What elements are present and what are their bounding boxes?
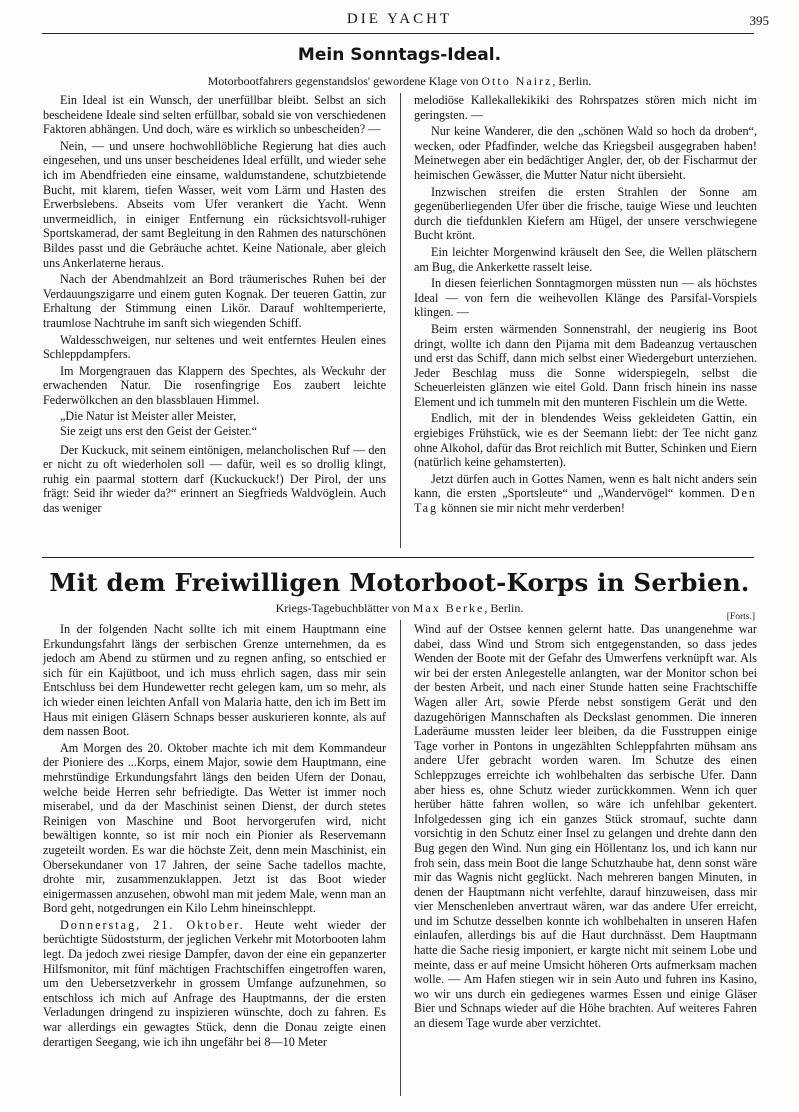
paragraph: In der folgenden Nacht sollte ich mit einem Hauptmann eine Erkundungsfahrt längs der serbischen Grenze unternehmen, da es jedoch am Abend zu stürmen und zu regnen anfing, so entschied er sich für ein Kajütboot, und ich muss ehrlich sagen, dass mir sein Entschluss bei dem Hundewetter recht gelegen kam, um so mehr, als ich wieder einen leichten Anfall von Malaria hatte, den ich im Bett im Haus mit einigen Gläsern Schnaps besser auskurieren konnte, als auf dem nassen Boot. bbox=[43, 622, 386, 739]
paragraph: Endlich, mit der in blendendes Weiss gekleideten Gattin, ein ergiebiges Frühstück, wie es der Seemann liebt: der Tee nicht ganz ohne Alkohol, dafür das Brot reichlich mit Butter, Schinken und Eiern (natürlich keine gehamsterten). bbox=[414, 411, 757, 470]
paragraph: melodiöse Kallekallekikiki des Rohrspatzes stören mich nicht im geringsten. — bbox=[414, 93, 757, 122]
article2-title: Mit dem Freiwilligen Motorboot-Korps in Serbien. bbox=[49, 568, 750, 597]
article1-title: Mein Sonntags-Ideal. bbox=[297, 45, 502, 65]
paragraph: Am Morgen des 20. Oktober machte ich mit dem Kommandeur der Pioniere des ...Korps, einem Major, sowie dem Hauptmann, eine mehrstündige Erkundungsfahrt längs den beiden Ufern der Donau, welche beide Herren sehr befriedigte. Das Wetter ist immer noch miserabel, und da der Maschinist seinen Dienst, der durch stetes Reinigen von Maschine und Boot hervorgerufen wird, nicht bewältigen konnte, so ist mir noch ein Pionier als Reservemann zugeteilt worden. Es war die höchste Zeit, denn mein Maschinist, ein Obersekundaner von 17 Jahren, der seine Sache tadellos machte, drohte mir, zusammenzuklappen. Jetzt ist das Boot wieder einigermassen anzusehen, obwohl man mit jedem Male, wenn man an Bord geht, notgedrungen ein Kilo Lehm hineinschleppt. bbox=[43, 740, 386, 916]
article1-column-left bbox=[43, 93, 386, 518]
paragraph-text: Heute weht wieder der berüchtigte Südoststurm, der jeglichen Verkehr mit Motorbooten lahm legt. Da jedoch zwei riesige Dampfer, davon der eine ein gepanzerter Hilfsmonitor, mit fünf mächtigen Frachtschiffen eingetroffen waren, um den Uebersetzverkehr in grossem Umfange aufzunehmen, so entschloss ich mich auf Anfrage des Hauptmanns, der die ersten Verladungen dringend zu inspizieren wünschte, doch zu fahren. Es war allerdings ein gewagtes Stück, denn die Donau zeigte einen derartigen Seegang, wie ich ihn ungefähr bei 8—10 Meter bbox=[43, 917, 387, 1049]
article1-location: , Berlin. bbox=[552, 74, 592, 88]
paragraph: In diesen feierlichen Sonntagmorgen müssten nun — als höchstes Ideal — von fern die weihevollen Klänge des Parsifal-Vorspiels klingen. — bbox=[414, 276, 757, 320]
article1-author: Otto Nairz bbox=[481, 74, 553, 88]
paragraph: Ein leichter Morgenwind kräuselt den See, die Wellen plätschern am Bug, die Ankerkette rasselt leise. bbox=[414, 244, 757, 274]
column-divider bbox=[400, 620, 401, 1096]
column-divider bbox=[400, 93, 401, 548]
paragraph: Nein, — und unsere hochwohllöbliche Regierung hat dies auch eingesehen, und uns unser bescheidenes Ideal erfüllt, und wieder sehe ich im Abendfrieden eine einsame, waldumstandene, schutzbietende Bucht, mit klarem, tiefen Wasser, weit vom Lärm und Hasten des Erwerbslebens. Abseits vom Ufer verankert die Yacht. Wenn unvermeidlich, in einiger Entfernung ein rücksichtsvoll-ruhiger Sportskamerad, der samt Begleitung in den Rahmen des naturschönen Bildes passt und die Gebräuche achtet. Keine Nationale, aber gleich uns Ankerlaterne heraus. bbox=[43, 138, 386, 270]
article1-column-right bbox=[414, 93, 757, 518]
article2-author: Max Berke bbox=[412, 601, 485, 615]
article1-subtitle-text: Motorbootfahrers gegenstandslos' gewordene Klage von bbox=[207, 74, 482, 88]
paragraph: Der Kuckuck, mit seinem eintönigen, melancholischen Ruf — den er nicht zu oft wiederholen soll — dafür, weil es so drollig klingt, ruhig ein paarmal stottern darf (Kuckuckuck!) Der Pirol, der uns frägt: Seid ihr wieder da?“ erinnert an Siegfrieds Waldvöglein. Auch das weniger bbox=[43, 442, 386, 516]
paragraph: Nur keine Wanderer, die den „schönen Wald so hoch da droben“, wecken, oder Pfadfinder, welche das Kriegsbeil ausgegraben haben! Meinetwegen aber ein bedächtiger Angler, der, ob der Fischarmut der heimischen Gewässer, die Mutter Natur nicht übersieht. bbox=[414, 124, 757, 182]
page-number: 395 bbox=[749, 13, 769, 28]
paragraph: Im Morgengrauen das Klappern des Spechtes, als Weckuhr der erwachenden Natur. Die rosenfingrige Eos zaubert leichte Federwölkchen an den blassblauen Himmel. bbox=[43, 363, 386, 407]
article2-location: , Berlin. bbox=[484, 601, 524, 615]
article2-subtitle bbox=[0, 601, 799, 616]
article2-subtitle-text: Kriegs-Tagebuchblätter von bbox=[275, 601, 413, 615]
running-header bbox=[0, 10, 799, 32]
paragraph: Inzwischen streifen die ersten Strahlen der Sonne am gegenüberliegenden Ufer über die frische, tauige Wiese und leuchten durch die tiefdunklen Kiefern am Hügel, der unsere verschwiegene Bucht krönt. bbox=[414, 184, 757, 243]
paragraph: Ein Ideal ist ein Wunsch, der unerfüllbar bleibt. Selbst an sich bescheidene Ideale sind selten erfüllbar, sobald sie von verschiedenen Faktoren abhängen. Und doch, wäre es wirklich so unbescheiden? — bbox=[43, 93, 386, 137]
paragraph: Wind auf der Ostsee kennen gelernt hatte. Das unangenehme war dabei, dass Wind und Strom sich entgegenstanden, so dass jedes Wenden der Boote mit der Gefahr des Umwerfens verknüpft war. Als wir bei der ersten Anlegestelle anlangten, war der Monitor schon bei der besten Arbeit, und nach einer Stunde hatten seine Frachtschiffe Wagen aller Art, sowie Pferde nebst sonstigem Gerät und den dazugehörigen Mannschaften als Deckslast genommen. Die inneren Laderäume mussten leider leer bleiben, da die Fusstruppen einige Tage vorher in Pontons in ungezählten Schleppfahrten mühsam ans andere Ufer gebracht worden waren. Im Schutze des einen Schleppzuges erreichte ich wohlbehalten das serbische Ufer. Dann aber hiess es, ohne Schutz wieder zurückkommen. Wenn ich quer herüber hätte fahren wollen, so wäre ich unfehlbar gekentert. Infolgedessen ging ich ein ganzes Stück stromauf, suchte dann vorsichtig in den Schutz einer Insel zu gelangen und drehte dann den Bug gegen den Wind. Nun ging ein Höllentanz los, und ich kann nur froh sein, dass mein Boot die lange Schutzhaube hat, denn sonst wäre mir das Wagnis nicht geglückt. Nach mehreren bangen Minuten, in denen der Hauptmann nicht verfehlte, darauf hinzuweisen, dass mir vier Menschenleben anvertraut wären, war das andere Ufer erreicht, und im Schutze desselben konnte ich wohlbehalten in unseren Hafen einlaufen, allerdings bis auf die Haut durchnässt. Dem Hauptmann hatte die Sache riesig imponiert, er kargte nicht mit seinem Lobe und meinte, dass er auf meine Umsicht höheren Orts aufmerksam machen wolle. — Am Hafen stiegen wir in sein Auto und fuhren ins Kasino, wo wir uns durch ein gediegenes warmes Essen und einige Gläser Bier und Schnaps wieder auf die Höhe brachten. Auf weiteres Fahren an diesem Tage wurde aber verzichtet. bbox=[414, 622, 757, 1031]
article1-subtitle bbox=[0, 74, 799, 89]
diary-date: Donnerstag, 21. Oktober. bbox=[60, 917, 245, 932]
header-rule bbox=[42, 33, 754, 34]
continuation-label: [Forts.] bbox=[726, 612, 755, 622]
paragraph: Beim ersten wärmenden Sonnenstrahl, der neugierig ins Boot dringt, wollte ich dann den Pijama mit dem Badeanzug vertauschen und erst das Schiff, dann mich selbst einer Wiedergeburt unterziehen. Jeder Beschlag muss die Sonne widerspiegeln, selbst die Scheuerleisten glänzen wie eitel Gold. Dann frisch hinein ins nasse Element und ich tummeln mit den munteren Fischlein um die Wette. bbox=[414, 321, 757, 409]
paragraph-text: Jetzt dürfen auch in Gottes Namen, wenn es halt nicht anders sein kann, die ersten „Sportsleute“ und „Wandervögel“ kommen. bbox=[414, 471, 757, 501]
spaced-phrase: Den Tag bbox=[414, 486, 757, 516]
section-rule bbox=[42, 557, 754, 558]
magazine-name: DIE YACHT bbox=[346, 11, 453, 27]
quote-line: „Die Natur ist Meister aller Meister, bbox=[60, 409, 237, 424]
paragraph-text: können sie mir nicht mehr verderben! bbox=[438, 501, 625, 516]
paragraph: Nach der Abendmahlzeit an Bord träumerisches Ruhen bei der Verdauungszigarre und einem guten Kognak. Der teueren Gattin, zur Erhaltung der Stimmung einen Likör. Darauf wohltemperierte, traumlose Nachtruhe im sanft sich wiegenden Schiff. bbox=[43, 272, 386, 330]
article2-column-right bbox=[414, 622, 757, 1033]
paragraph: Waldesschweigen, nur seltenes und weit entferntes Heulen eines Schleppdampfers. bbox=[43, 332, 386, 362]
quote-line: Sie zeigt uns erst den Geist der Geister.“ bbox=[60, 424, 257, 439]
paragraph bbox=[43, 918, 386, 1049]
paragraph bbox=[414, 472, 757, 516]
quote-verse bbox=[43, 409, 386, 438]
article2-column-left bbox=[43, 622, 386, 1051]
